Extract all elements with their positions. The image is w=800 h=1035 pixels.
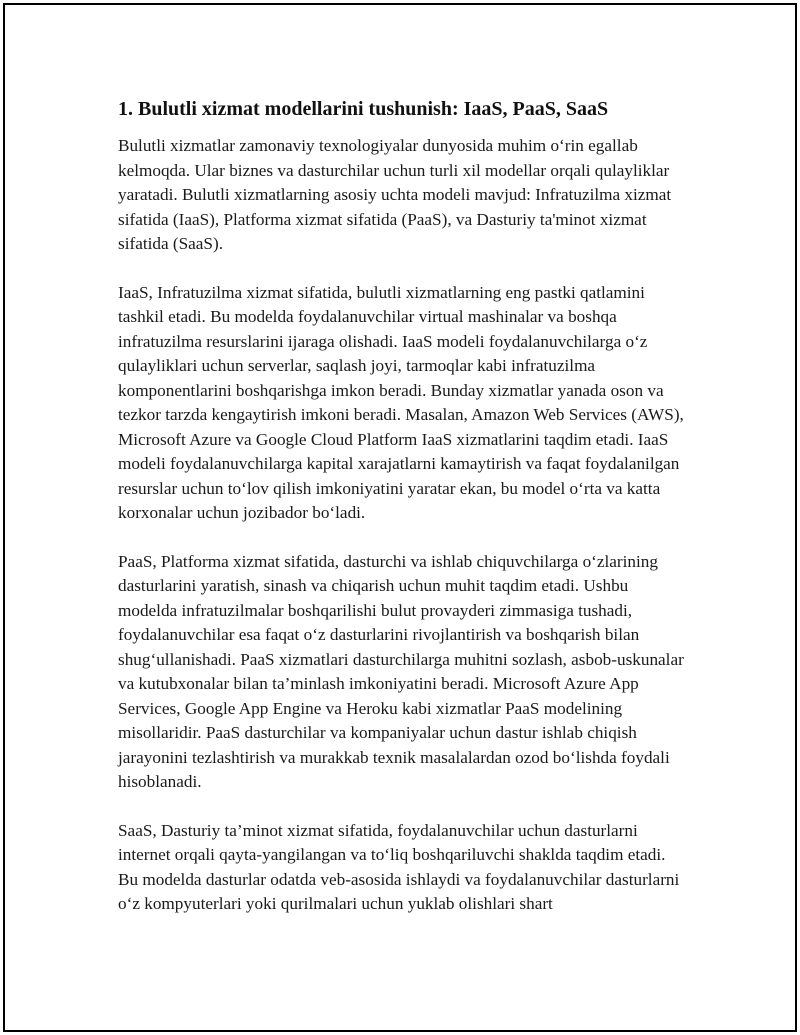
paragraph-iaas: IaaS, Infratuzilma xizmat sifatida, bulutli xizmatlarning eng pastki qatlamini tashkil etadi. Bu modelda foydalanuvchilar virtual mashinalar va boshqa infratuzilma resurslarini ijaraga olishadi. IaaS modeli foydalanuvchilarga o‘z qulayliklari uchun serverlar, saqlash joyi, tarmoqlar kabi infratuzilma komponentlarini boshqarishga imkon beradi. Bunday xizmatlar yanada oson va tezkor tarzda kengaytirish imkoni beradi. Masalan, Amazon Web Services (AWS), Microsoft Azure va Google Cloud Platform IaaS xizmatlarini taqdim etadi. IaaS modeli foydalanuvchilarga kapital xarajatlarni kamaytirish va faqat foydalanilgan resurslar uchun to‘lov qilish imkoniyatini yaratar ekan, bu model o‘rta va katta korxonalar uchun jozibador bo‘ladi. (118, 282, 684, 522)
document-page (3, 3, 797, 1032)
paragraph-intro: Bulutli xizmatlar zamonaviy texnologiyalar dunyosida muhim o‘rin egallab kelmoqda. Ular biznes va dasturchilar uchun turli xil modellar orqali qulayliklar yaratadi. Bulutli xizmatlarning asosiy uchta modeli mavjud: Infratuzilma xizmat sifatida (IaaS), Platforma xizmat sifatida (PaaS), va Dasturiy ta'minot xizmat sifatida (SaaS). (118, 136, 672, 253)
paragraph-paas: PaaS, Platforma xizmat sifatida, dasturchi va ishlab chiquvchilarga o‘zlarining dasturlarini yaratish, sinash va chiqarish uchun muhit taqdim etadi. Ushbu modelda infratuzilmalar boshqarilishi bulut provayderi zimmasiga tushadi, foydalanuvchilar esa faqat o‘z dasturlarini rivojlantirish va boshqarish bilan shug‘ullanishadi. PaaS xizmatlari dasturchilarga muhitni sozlash, asbob-uskunalar va kutubxonalar bilan ta’minlash imkoniyatini beradi. Microsoft Azure App Services, Google App Engine va Heroku kabi xizmatlar PaaS modelining misollaridir. PaaS dasturchilar va kompaniyalar uchun dastur ishlab chiqish jarayonini tezlashtirish va murakkab texnik masalalardan ozod bo‘lishda foydali hisoblanadi. (118, 551, 684, 791)
section-heading: 1. Bulutli xizmat modellarini tushunish: IaaS, PaaS, SaaS (118, 98, 609, 120)
document-body (118, 96, 688, 941)
paragraph-saas: SaaS, Dasturiy ta’minot xizmat sifatida, foydalanuvchilar uchun dasturlarni internet orqali qayta-yangilangan va to‘liq boshqariluvchi shaklda taqdim etadi. Bu modelda dasturlar odatda veb-asosida ishlaydi va foydalanuvchilar dasturlarni o‘z kompyuterlari yoki qurilmalari uchun yuklab olishlari shart (118, 820, 680, 913)
